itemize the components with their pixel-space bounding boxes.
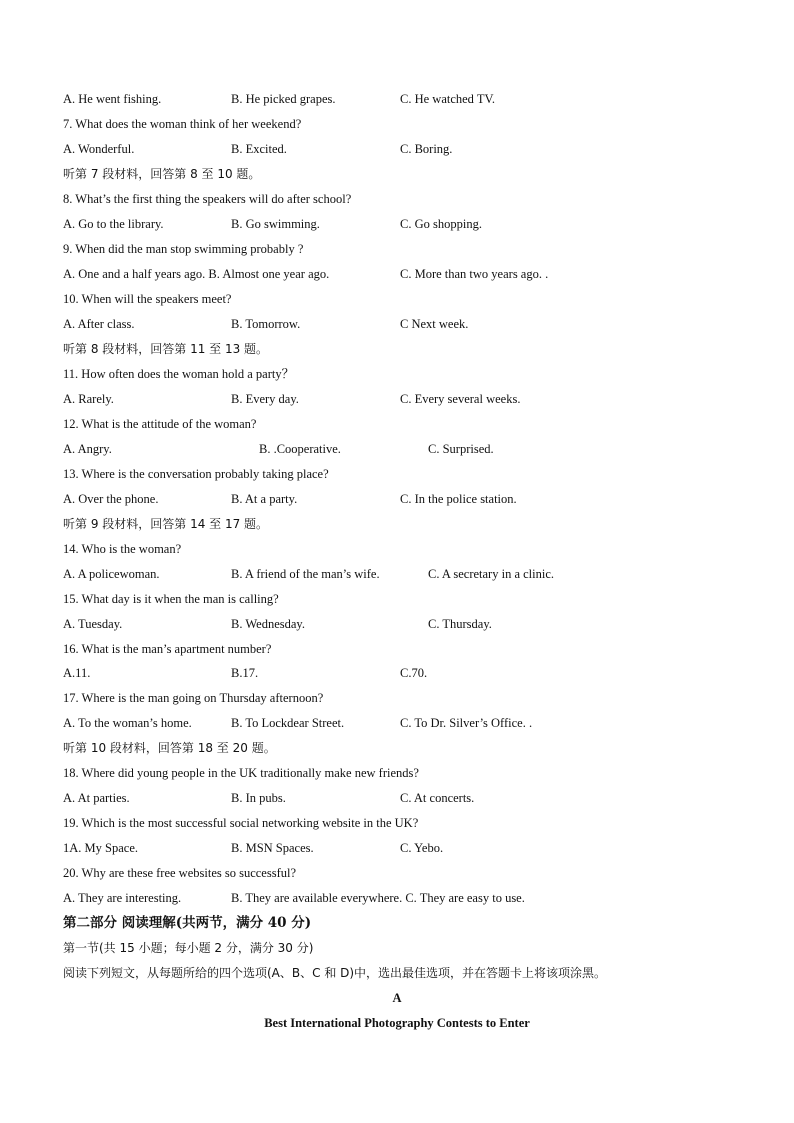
option-c: C. A secretary in a clinic. [428,567,555,581]
option-b: B. In pubs. [231,791,286,805]
section-instruction-8: 听第 8 段材料，回答第 11 至 13 题。 [63,342,269,356]
question-9: 9. When did the man stop swimming probably ? [63,242,304,256]
option-b: B. To Lockdear Street. [231,716,345,730]
option-c: C. In the police station. [400,492,517,506]
option-c: C. Yebo. [400,841,444,855]
q12-options [0,439,794,459]
q20-options [0,888,794,908]
section-instruction-7: 听第 7 段材料，回答第 8 至 10 题。 [63,167,261,181]
question-20: 20. Why are these free websites so successful? [63,866,297,880]
option-b: B. .Cooperative. [259,442,341,456]
option-a: A. Wonderful. [63,142,135,156]
question-19: 19. Which is the most successful social networking website in the UK? [63,816,419,830]
option-a: A. He went fishing. [63,92,162,106]
question-12: 12. What is the attitude of the woman? [63,417,257,431]
passage-title: Best International Photography Contests to Enter [264,1016,530,1030]
q7-options [0,139,794,159]
option-c: C. More than two years ago. . [400,267,549,281]
question-17: 17. Where is the man going on Thursday afternoon? [63,691,324,705]
option-c: C. Thursday. [428,617,492,631]
option-a: A. Rarely. [63,392,114,406]
option-a: A. A policewoman. [63,567,160,581]
option-c: C. Surprised. [428,442,494,456]
section-one-heading: 第一节(共 15 小题；每小题 2 分，满分 30 分) [63,941,314,955]
option-c: C. Every several weeks. [400,392,521,406]
q14-options [0,564,794,584]
question-15: 15. What day is it when the man is calling? [63,592,279,606]
q13-options [0,489,794,509]
option-a: A.11. [63,666,91,680]
option-a: A. Angry. [63,442,112,456]
q17-options [0,713,794,733]
q10-options [0,314,794,334]
option-c: C. At concerts. [400,791,475,805]
option-b-c: B. They are available everywhere. C. They are easy to use. [231,891,525,905]
option-a: A. At parties. [63,791,130,805]
option-a: A. To the woman’s home. [63,716,192,730]
option-a: A. After class. [63,317,135,331]
option-a: A. Over the phone. [63,492,159,506]
option-a: A. Go to the library. [63,217,164,231]
question-7: 7. What does the woman think of her weekend? [63,117,302,131]
section-instruction-9: 听第 9 段材料，回答第 14 至 17 题。 [63,517,269,531]
passage-letter: A [392,991,402,1005]
q18-options [0,788,794,808]
option-b: B. At a party. [231,492,298,506]
option-a: A. They are interesting. [63,891,182,905]
option-b: B. A friend of the man’s wife. [231,567,380,581]
section-instruction-10: 听第 10 段材料，回答第 18 至 20 题。 [63,741,276,755]
question-10: 10. When will the speakers meet? [63,292,232,306]
q16-options [0,663,794,683]
option-b: B. Go swimming. [231,217,320,231]
q11-options [0,389,794,409]
question-14: 14. Who is the woman? [63,542,182,556]
q8-options [0,214,794,234]
q15-options [0,614,794,634]
option-b: B. Tomorrow. [231,317,301,331]
option-c: C Next week. [400,317,469,331]
option-b: B. MSN Spaces. [231,841,314,855]
question-8: 8. What’s the first thing the speakers will do after school? [63,192,352,206]
reading-instruction: 阅读下列短文，从每题所给的四个选项(A、B、C 和 D)中，选出最佳选项，并在答题卡上将该项涂黑。 [63,966,607,980]
option-b: B. Every day. [231,392,299,406]
option-b: B. Wednesday. [231,617,305,631]
option-c: C.70. [400,666,428,680]
option-a: 1A. My Space. [63,841,138,855]
q9-options [0,264,794,284]
option-c: C. He watched TV. [400,92,496,106]
option-a: A. Tuesday. [63,617,123,631]
q19-options [0,838,794,858]
question-13: 13. Where is the conversation probably taking place? [63,467,329,481]
q6-options [0,89,794,109]
option-b: B. Excited. [231,142,287,156]
option-c: C. Boring. [400,142,453,156]
question-11: 11. How often does the woman hold a party？ [63,367,295,381]
option-c: C. To Dr. Silver’s Office. . [400,716,533,730]
option-a-b: A. One and a half years ago. B. Almost one year ago. [63,267,330,281]
part-two-heading: 第二部分 阅读理解(共两节，满分 40 分) [63,915,312,931]
question-18: 18. Where did young people in the UK traditionally make new friends? [63,766,419,780]
question-16: 16. What is the man’s apartment number? [63,642,272,656]
option-b: B. He picked grapes. [231,92,336,106]
option-b: B.17. [231,666,259,680]
option-c: C. Go shopping. [400,217,482,231]
